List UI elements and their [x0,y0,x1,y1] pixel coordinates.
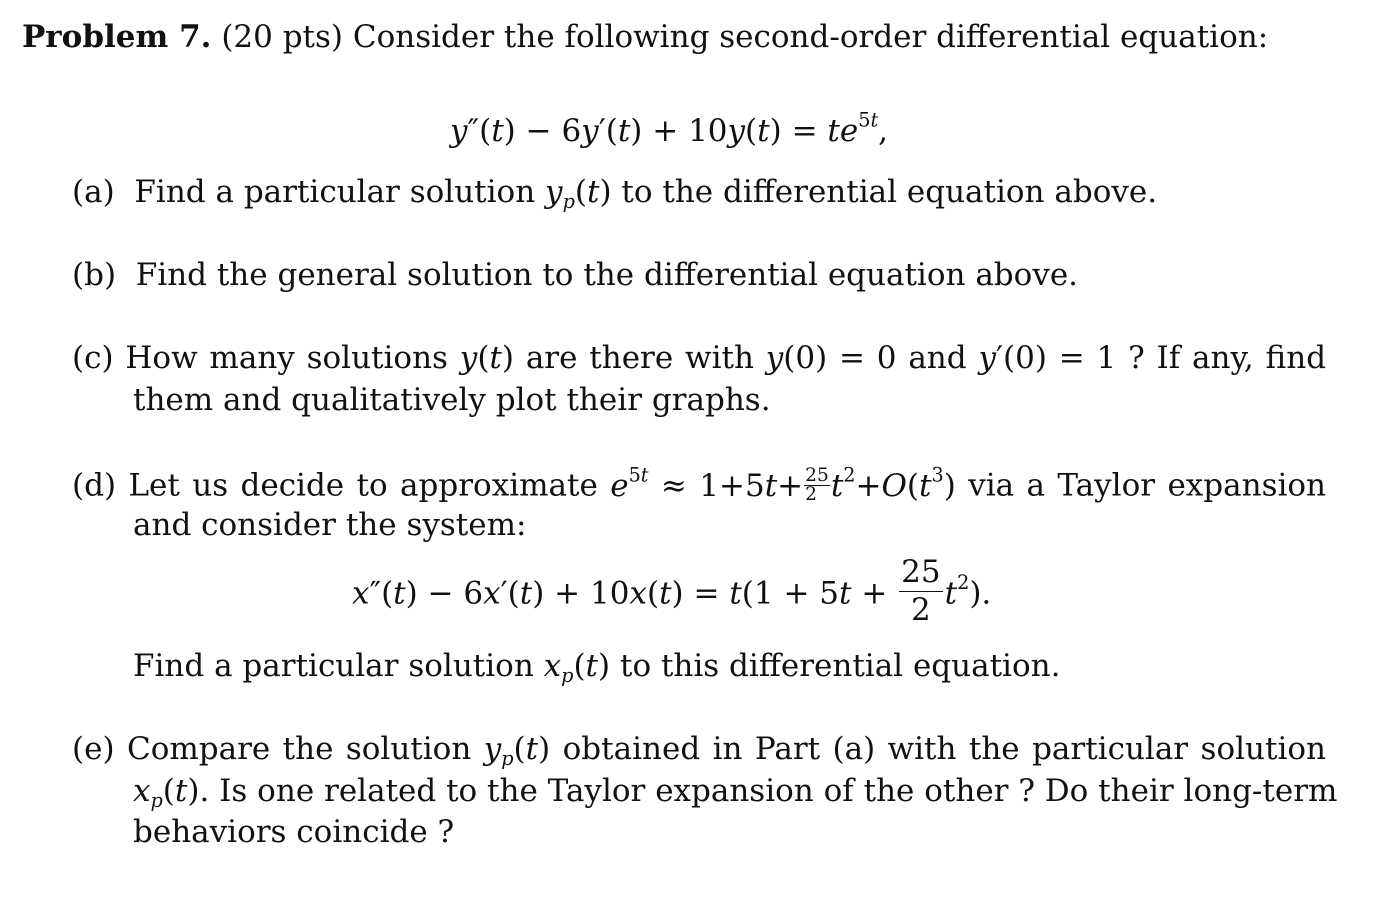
part-c-text-4: ? If any, find [1128,340,1327,376]
main-equation: $y''(t) - 6y'(t) + 10y(t) = te^{5t}$, [450,108,889,149]
part-b-label: (b) [72,257,117,293]
part-d-line-1 [72,463,1327,506]
part-e-line-3: behaviors coincide ? [133,814,455,850]
part-e-line2-text: . Is one related to the Taylor expansion of the other ? Do their long-term [199,773,1338,809]
part-c-text-1: How many solutions [125,340,448,376]
part-a-text-1: Find a particular solution [134,174,536,210]
part-c-line-2: them and qualitatively plot their graphs. [133,382,771,418]
part-d-text-1: Let us decide to approximate [128,467,598,504]
part-b-text: Find the general solution to the differential equation above. [135,257,1079,293]
problem-heading-line [22,19,1269,55]
part-e-line-2: $x_p(t)$. Is one related to the Taylor expansion of the other ? Do their long-term [133,773,1338,813]
yp-symbol: $y_p(t)$ [545,174,612,214]
taylor-approx: $e^{5t} \approx 1+5t+$ $\frac{25}{2}$ $t^2+O(t^3)$ [610,463,956,506]
problem-intro: (20 pts) Consider the following second-order differential equation: [221,19,1269,55]
part-a [72,174,1158,214]
part-e-label: (e) [72,731,115,767]
part-c-line-1: (c) How many solutions y(t) are there with y(0) = 0 and y′(0) = 1 ? If any, find [72,340,1327,376]
part-d-line3-2: to this differential equation. [619,648,1061,684]
part-e-text-1: Compare the solution [126,731,472,767]
system-equation: x″(t) − 6x′(t) + 10x(t) = t(1 + 5t + $\frac{25}{2}$ $t^2$). [352,554,992,628]
part-a-text-2: to the differential equation above. [621,174,1158,210]
part-e-line-1: (e) Compare the solution $y_p(t)$ obtained in Part (a) with the particular solution [72,731,1326,771]
part-c-text-2: are there with [525,340,754,376]
part-b [72,257,1079,293]
xp-symbol: $x_p(t)$ [543,648,611,688]
problem-number: Problem 7. [22,19,212,55]
part-c-label: (c) [72,340,114,376]
part-d-line-2: and consider the system: [133,507,527,543]
part-d-text-2: via a Taylor expansion [968,467,1327,504]
part-e-text-2: obtained in Part (a) with the particular solution [562,731,1326,767]
part-d-label: (d) [72,467,117,504]
part-d-line-3 [133,648,1061,688]
part-d-line3-1: Find a particular solution [133,648,534,684]
part-a-label: (a) [72,174,115,210]
part-c-text-3: and [908,340,967,376]
